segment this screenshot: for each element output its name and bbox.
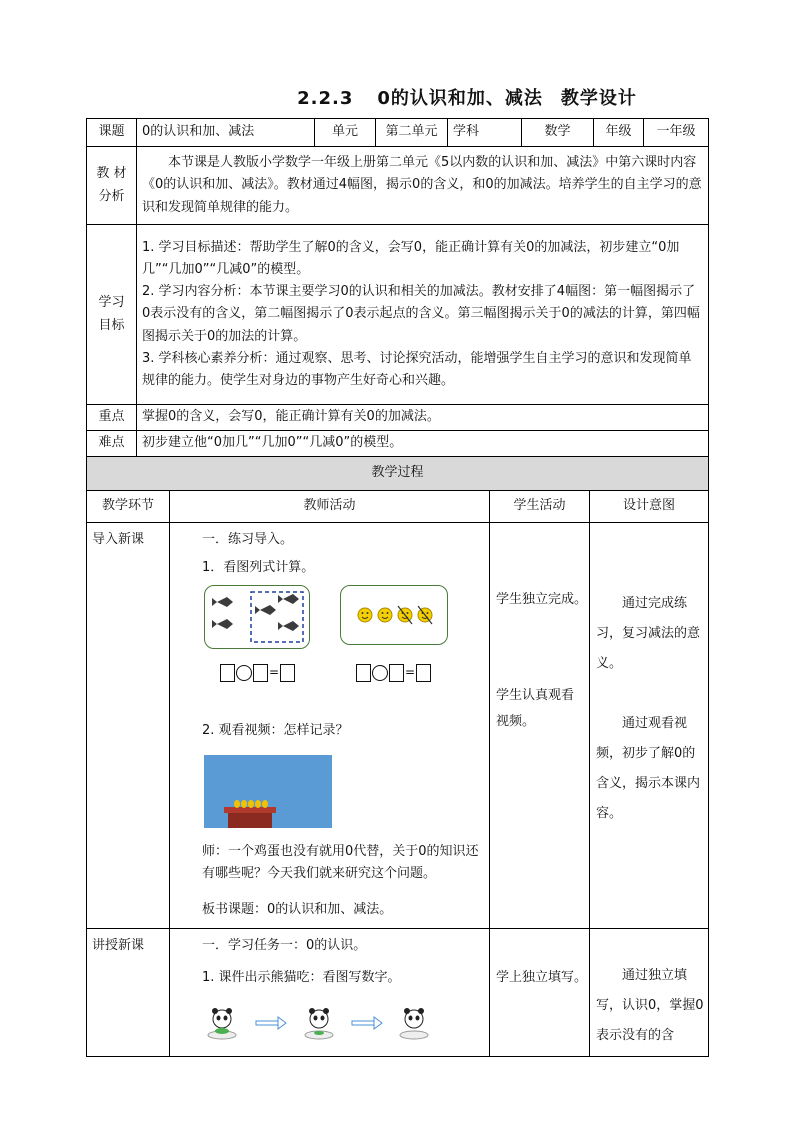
arrow-icon (256, 1017, 286, 1029)
analysis-text: 本节课是人教版小学数学一年级上册第二单元《5以内数的认识和加、减法》中第六课时内容《0的认识和加、减法》。教材通过4幅图，揭示0的含义，和0的加减法。培养学生的自主学习的意识和发现简单规律的能力。 (137, 147, 709, 225)
intro-teacher-cell (170, 523, 490, 929)
teach-intent: 通过独立填写，认识0，掌握0表示没有的含 (596, 968, 704, 1043)
smiley-equation-blanks (356, 662, 431, 684)
col-student: 学生活动 (490, 491, 590, 523)
fish-icon (212, 619, 233, 629)
fish-icon (255, 605, 276, 615)
teach-stage: 讲授新课 (87, 929, 170, 1057)
unit-label: 单元 (315, 119, 376, 147)
title-suffix: 教学设计 (560, 88, 637, 109)
panda-icon (400, 1008, 428, 1039)
panda-icon (208, 1008, 236, 1039)
teach-student-cell (490, 929, 590, 1057)
equals-sign: = (405, 665, 416, 680)
intro-student-2: 学生认真观看视频。 (496, 688, 575, 729)
fish-icon (278, 621, 299, 631)
goals-label: 学习 目标 (87, 225, 137, 405)
intro-item1: 1．看图列式计算。 (202, 560, 315, 575)
answer-box[interactable] (220, 664, 235, 682)
grade-value: 一年级 (644, 119, 709, 147)
intro-stage: 导入新课 (87, 523, 170, 929)
difficulty-label: 难点 (87, 431, 137, 457)
intro-item2: 2. 观看视频：怎样记录？ (202, 723, 349, 738)
panda-icon (305, 1008, 333, 1039)
operator-circle[interactable] (236, 665, 252, 681)
intro-intent-2: 通过观看视频，初步了解0的含义，揭示本课内容。 (596, 716, 701, 821)
teaching-process-table (86, 456, 709, 1057)
smiley-icon (418, 606, 432, 624)
teach-intent-cell (590, 929, 709, 1057)
answer-box[interactable] (416, 664, 431, 682)
teach-heading: 一．学习任务一：0的认识。 (202, 938, 367, 953)
goal-item: 2. 学习内容分析：本节课主要学习0的认识和相关的加减法。教材安排了4幅图：第一幅图揭示了0表示没有的含义，第二幅图揭示了0表示起点的含义。第三幅图揭示关于0的减法的计算，第四幅图揭示关于0的加法的计算。 (142, 284, 700, 344)
teach-student: 学上独立填写。 (496, 970, 588, 985)
key-point-label: 重点 (87, 405, 137, 431)
goal-item: 3. 学科核心素养分析：通过观察、思考、讨论探究活动，能增强学生自主学习的意识和发现简单规律的能力。使学生对身边的事物产生好奇心和兴趣。 (142, 350, 692, 388)
key-point-text: 掌握0的含义，会写0，能正确计算有关0的加减法。 (137, 405, 709, 431)
operator-circle[interactable] (372, 665, 388, 681)
answer-box[interactable] (389, 664, 404, 682)
unit-value: 第二单元 (376, 119, 448, 147)
answer-box[interactable] (356, 664, 371, 682)
smiley-icon (398, 606, 412, 624)
difficulty-text: 初步建立他“0加几”“几加0”“几减0”的模型。 (137, 431, 709, 457)
fish-icon (212, 597, 233, 607)
title-number: 2.2.3 (297, 88, 354, 109)
video-thumbnail[interactable] (204, 755, 332, 828)
intro-remark: 师：一个鸡蛋也没有就用0代替，关于0的知识还有哪些呢？今天我们就来研究这个问题。 (202, 844, 479, 882)
col-teacher: 教师活动 (170, 491, 490, 523)
smiley-icon (378, 608, 392, 622)
col-stage: 教学环节 (87, 491, 170, 523)
intro-student-cell (490, 523, 590, 929)
intro-board: 板书课题：0的认识和加、减法。 (202, 902, 393, 917)
document-title (0, 84, 794, 110)
title-name: 0的认识和加、减法 (377, 88, 543, 109)
lesson-info-table (86, 118, 709, 457)
fish-drawing (205, 586, 309, 648)
topic-value: 0的认识和加、减法 (137, 119, 315, 147)
intro-student-1: 学生独立完成。 (496, 592, 588, 607)
fish-icon (278, 594, 299, 604)
teach-teacher-cell (170, 929, 490, 1057)
answer-box[interactable] (253, 664, 268, 682)
arrow-icon (352, 1017, 382, 1029)
grade-label: 年级 (594, 119, 644, 147)
goal-item: 1. 学习目标描述：帮助学生了解0的含义，会写0，能正确计算有关0的加减法，初步建立“0加几”“几加0”“几减0”的模型。 (142, 240, 680, 278)
roof-drawing (204, 755, 332, 828)
goals-text (137, 225, 709, 405)
analysis-label: 教 材 分析 (87, 147, 137, 225)
subject-label: 学科 (448, 119, 522, 147)
intro-heading: 一．练习导入。 (202, 532, 294, 547)
fish-picture (204, 585, 310, 649)
topic-label: 课题 (87, 119, 137, 147)
answer-box[interactable] (280, 664, 295, 682)
equals-sign: = (269, 665, 280, 680)
subject-value: 数学 (522, 119, 594, 147)
smiley-picture (340, 585, 448, 645)
intro-intent-1: 通过完成练习，复习减法的意义。 (596, 596, 701, 671)
process-header: 教学过程 (87, 457, 709, 491)
smiley-icon (358, 608, 372, 622)
smiley-drawing (341, 586, 447, 644)
egg-icon (234, 800, 268, 808)
teach-item1: 1. 课件出示熊猫吃：看图写数字。 (202, 970, 401, 985)
col-intent: 设计意图 (590, 491, 709, 523)
panda-sequence (206, 1003, 466, 1043)
fish-equation-blanks (220, 662, 295, 684)
intro-intent-cell (590, 523, 709, 929)
